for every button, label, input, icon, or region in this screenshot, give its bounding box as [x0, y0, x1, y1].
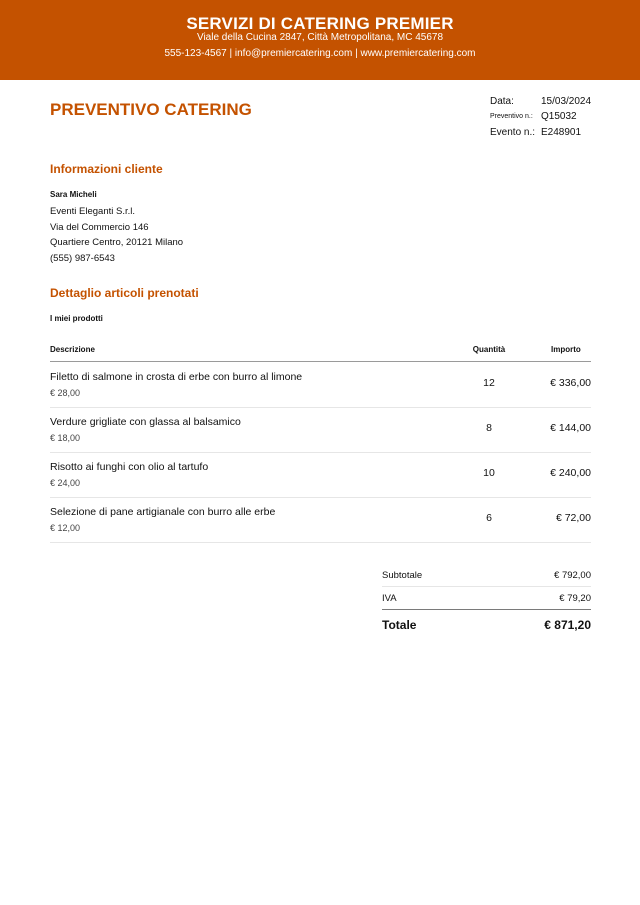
column-header-amount: Importo	[551, 345, 581, 354]
item-amount: € 72,00	[555, 512, 591, 524]
table-row	[50, 362, 591, 408]
column-header-description: Descrizione	[50, 345, 95, 354]
total-label: Totale	[382, 618, 417, 632]
meta-date-value: 15/03/2024	[541, 96, 592, 107]
item-description: Risotto ai funghi con olio al tartufo	[50, 461, 209, 473]
meta-quote-label: Preventivo n.:	[490, 113, 533, 120]
meta-quote-value: Q15032	[541, 111, 577, 122]
item-unit-price: € 24,00	[50, 478, 81, 488]
item-quantity: 12	[483, 377, 495, 389]
item-quantity: 8	[486, 422, 492, 434]
table-row	[50, 497, 591, 543]
tax-value: € 79,20	[559, 593, 591, 604]
item-quantity: 10	[483, 467, 495, 479]
meta-event-value: E248901	[541, 127, 582, 138]
item-amount: € 144,00	[550, 422, 591, 434]
total-value: € 871,20	[544, 618, 591, 632]
tax-row	[382, 587, 591, 609]
item-unit-price: € 28,00	[50, 388, 81, 398]
column-header-quantity: Quantità	[472, 345, 506, 354]
client-section-title: Informazioni cliente	[50, 162, 163, 176]
total-divider	[382, 609, 591, 610]
client-city: Quartiere Centro, 20121 Milano	[50, 237, 184, 248]
item-description: Verdure grigliate con glassa al balsamico	[50, 416, 241, 428]
tax-label: IVA	[382, 593, 397, 604]
table-row	[50, 452, 591, 498]
meta-quote-row	[490, 111, 620, 127]
company-address: Viale della Cucina 2847, Città Metropolitana, MC 45678	[196, 32, 444, 43]
client-company: Eventi Eleganti S.r.l.	[50, 206, 136, 217]
item-unit-price: € 12,00	[50, 523, 81, 533]
meta-date-row	[490, 96, 620, 112]
table-row	[50, 407, 591, 453]
company-contacts: 555-123-4567 | info@premiercatering.com | www.premiercatering.com	[164, 48, 476, 59]
subtotal-value: € 792,00	[554, 570, 591, 581]
items-section-title: Dettaglio articoli prenotati	[50, 286, 199, 300]
company-name: SERVIZI DI CATERING PREMIER	[186, 14, 454, 33]
client-name: Sara Micheli	[50, 190, 97, 199]
document-title: PREVENTIVO CATERING	[50, 100, 252, 119]
items-subtitle: I miei prodotti	[50, 314, 103, 323]
meta-event-row	[490, 127, 620, 143]
item-unit-price: € 18,00	[50, 433, 81, 443]
item-amount: € 240,00	[550, 467, 591, 479]
item-quantity: 6	[486, 512, 492, 524]
item-amount: € 336,00	[550, 377, 591, 389]
client-street: Via del Commercio 146	[50, 222, 149, 233]
meta-event-label: Evento n.:	[490, 127, 536, 138]
client-phone: (555) 987-6543	[50, 253, 115, 264]
company-header	[0, 0, 640, 80]
subtotal-label: Subtotale	[382, 570, 423, 581]
subtotal-row	[382, 564, 591, 586]
item-description: Selezione di pane artigianale con burro alle erbe	[50, 506, 276, 518]
item-description: Filetto di salmone in crosta di erbe con burro al limone	[50, 371, 303, 383]
meta-date-label: Data:	[490, 96, 514, 107]
